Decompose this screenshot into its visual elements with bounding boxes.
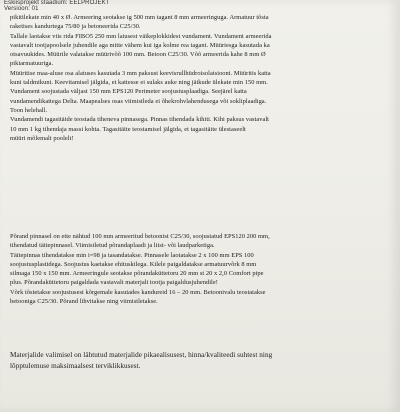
text-line: vastavalt tootjapoolsele juhendile aga mitte vähem kui iga kolme rea tagant. Müüriesga kasutada ka: [10, 41, 270, 49]
text-line: Vundamendi tagasitäide teostada tiheneva pinnasega. Pinnas tihendada kihiti. Kihi paksus vastavalt: [10, 116, 270, 124]
text-line: Müüritise maa-aluse osa alatuses kasutada 3 mm paksust keevisrullhüdroisolatsiooni. Müüritis katta: [10, 69, 271, 77]
text-line: Toon helehall.: [10, 106, 48, 114]
text-line: Põrand pinnasel on ette nähtud 100 mm armeeritud betoonist C25/30, soojustatud EPS120 200 mm,: [10, 233, 270, 240]
floor-paragraph: [10, 232, 394, 306]
text-line: kuni taldmikuni. Keevitamisel jälgida, et kattesse ei sulaks auke ning jätkude ülekate min 150 mm.: [10, 79, 268, 87]
text-line: Vundament soojustada väljast 150 mm EPS120 Perimeter soojustusplaadiga. Seejärel katta: [10, 88, 247, 96]
text-line: tihendatud täitepinnasel. Viimistletud põrandaplaadi ja liist- või laudparketiga.: [10, 242, 215, 250]
foundation-paragraph: [10, 13, 394, 143]
version-label: Versioon: 01: [4, 6, 39, 12]
text-line: vundamendikattega Delta. Maapealses osas viimistleda ei õhekrohvlahendusega või sokliplaadiga.: [10, 97, 267, 105]
text-line: Tallale laotakse viis rida FIBO5 250 mm laiusest väikeplokkidest vundament. Vundament armeerida: [10, 32, 272, 40]
text-line: raketises kandurtega 75/80 ja betoneerida C25/30.: [10, 23, 141, 31]
text-line: pikiarmatuuriga.: [10, 60, 54, 68]
text-line: 10 mm 1 kg tihendaja massi kohta. Tagasitäite teostamisel jälgida, et tagasitäite ülestaseelt: [10, 125, 246, 133]
text-line: Võrk tõstetakse soojustusest kõrgemale kasutades kandureid 16 – 20 mm. Betoonivalu teostatakse: [10, 288, 266, 296]
text-line: betooniga C25/30. Põrand lihvitakse ning viimistletakse.: [10, 298, 158, 306]
text-line: Täitepinnas tihendatakse min i=98 ja tasandatakse. Pinnasele laotatakse 2 x 100 mm EPS 100: [10, 251, 254, 259]
text-line: otsavuukides. Müürile valatakse müürivõõ 100 mm. Betoon C25/30. Võõ armeerida kahe 8 mm Ø: [10, 51, 266, 59]
text-line: soojustusplastidega. Soojustus kaetakse ehituskilega. Kilele paigaldatakse armatuurvõrk 8 mm: [10, 260, 257, 268]
text-line: lõpptulemuse maksimaalsest terviklikkusest.: [10, 362, 141, 370]
project-stage-label: Eskiisprojekt staadium: EELPROJEKT: [4, 0, 110, 6]
text-line: müüri mõlemalt poolelt!: [10, 134, 74, 142]
text-line: silmaga 150 x 150 mm. Armeeringule seotakse põrandaküttetoru 20 mm st 20 x 2,0 Comfort pipe: [10, 270, 264, 278]
text-line: Materjalide valimisel on lähtutud materjalide pikaealisusest, hinna/kvaliteedi suhtest ning: [10, 351, 273, 359]
text-line: plus. Põrandaküttetoru paigaldada vastavalt materjali tootja paigaldusjuhendile!: [10, 279, 218, 287]
materials-paragraph: [10, 350, 394, 372]
text-line: pikitilekate min 40 x Ø. Armeering seotakse ig 500 mm tagant 8 mm armeeringuga. Armatuur tõsta: [10, 14, 269, 21]
